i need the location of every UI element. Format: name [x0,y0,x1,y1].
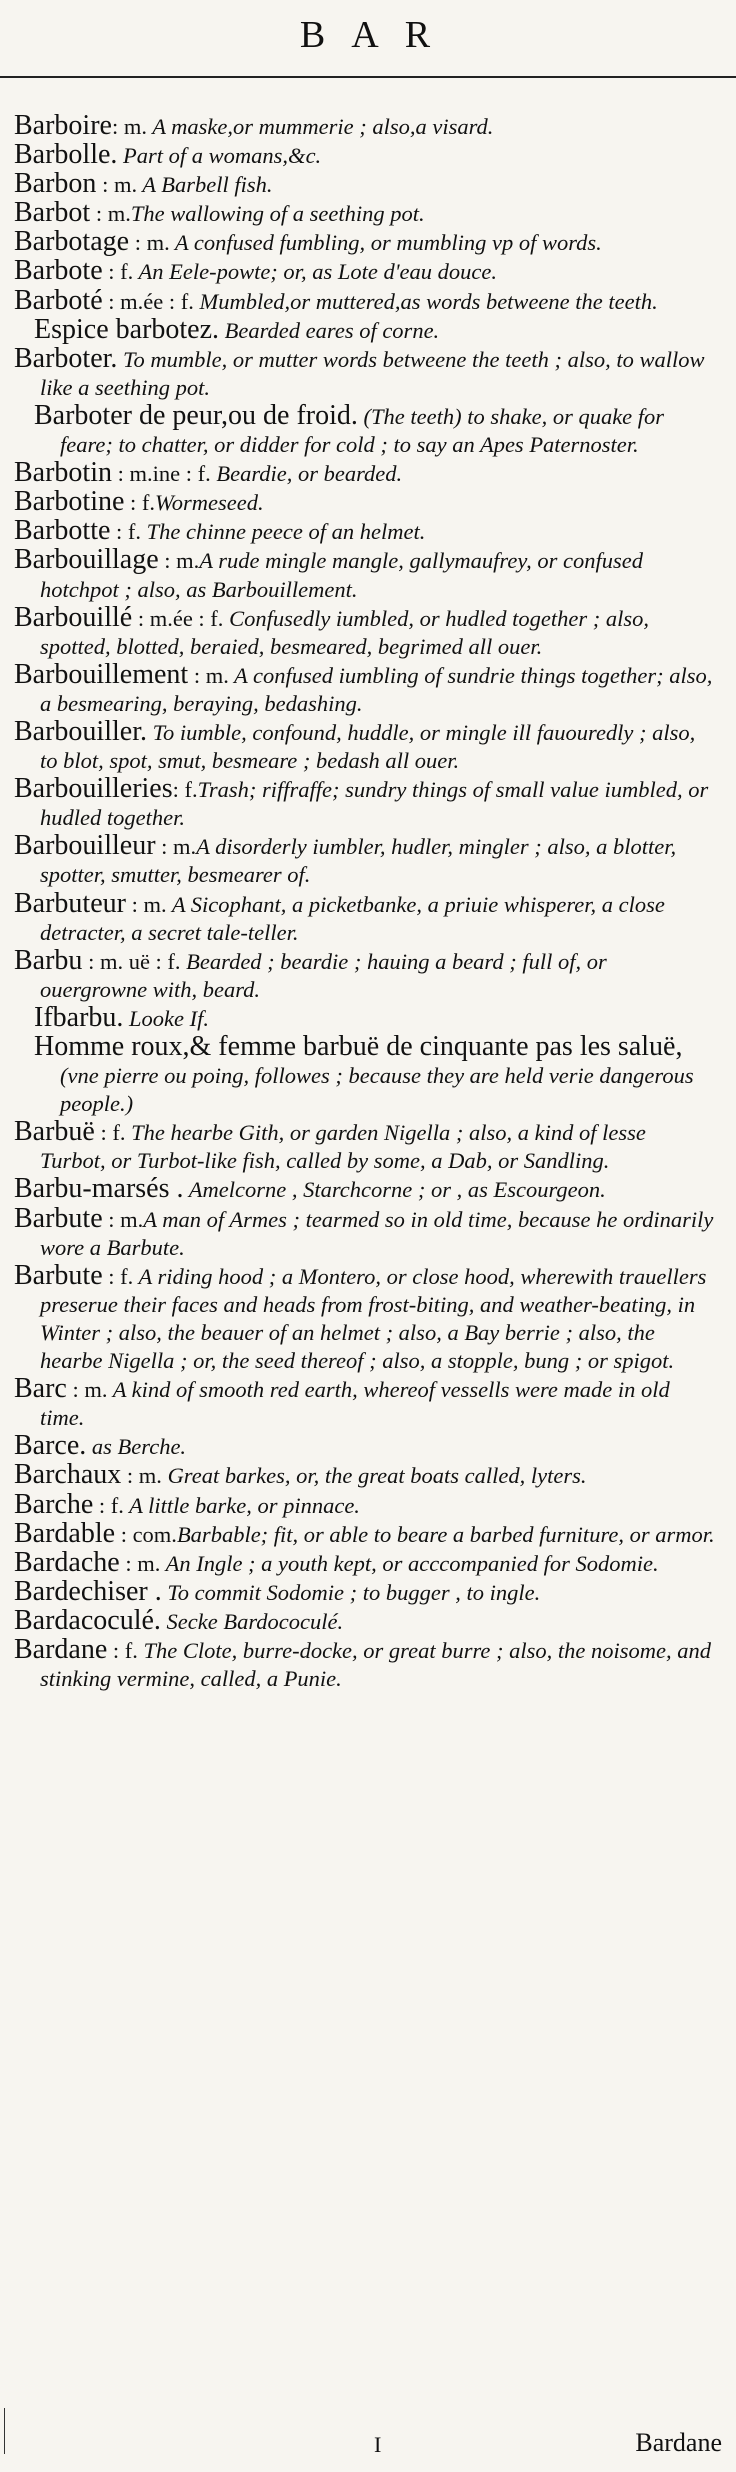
entry-definition: A Sicophant, a picketbanke, a priuie whisperer, a close detracter, a secret tale-teller. [40,891,665,945]
dictionary-entry [14,944,716,1004]
entry-headword: Barbuteur [14,887,126,919]
dictionary-entry [14,1118,716,1175]
entry-headword: Bardane [14,1633,108,1665]
entry-headword: Bardable [14,1517,116,1549]
entry-headword: Ifbarbu. [34,1001,124,1033]
entry-grammar: : f. [102,259,134,285]
entry-headword: Barboire [14,110,112,141]
dictionary-entry [14,488,716,517]
entry-headword: Barbot [14,197,91,229]
entry-grammar: : f. [93,1492,124,1518]
entry-definition: Amelcorne , Starchcorne ; or , as Escourgeon. [183,1177,606,1203]
entry-grammar: : m. [121,1463,162,1489]
entry-headword: Barbute [14,1202,103,1234]
entry-grammar: : m. uë : f. [82,948,181,974]
dictionary-entry [14,1259,716,1375]
entry-definition: A little barke, or pinnace. [123,1492,360,1518]
entry-definition: A maske,or mummerie ; also,a visard. [146,114,494,139]
entry-headword: Bardacoculé. [14,1604,161,1636]
entry-grammar: : m. [119,1550,161,1576]
entry-definition: An Eele-powte; or, as Lote d'eau douce. [133,259,497,285]
entry-grammar: : m.ée : f. [102,288,194,314]
entry-headword: Espice barbotez. [34,313,220,345]
running-head: BAR [299,14,457,56]
dictionary-entry [14,228,716,257]
dictionary-entry [14,141,716,170]
entry-definition: The Clote, burre-docke, or great burre ; also, the noisome, and stinking vermine, called, a Punie. [40,1637,711,1692]
entry-headword: Barche [14,1488,94,1520]
entry-definition: Trash; riffraffe; sundry things of small value iumbled, or hudled together. [40,777,709,831]
dictionary-entry [14,1633,716,1693]
entry-definition: (vne pierre ou poing, followes ; because they are held verie dangerous people.) [60,1063,694,1117]
entry-grammar: : m. [155,834,197,860]
entry-headword: Barbouillage [14,544,159,576]
entry-definition: The wallowing of a seething pot. [130,201,425,227]
entry-headword: Barbotine [14,486,125,518]
entry-definition: The hearbe Gith, or garden Nigella ; also, a kind of lesse Turbot, or Turbot-like fish, called by some, a Dab, or Sandling. [40,1120,646,1174]
entry-grammar: : f. [110,519,142,545]
entry-grammar: : m. [125,891,167,917]
entry-definition: Bearded eares of corne. [219,317,440,343]
dictionary-entry [14,1033,716,1118]
dictionary-entry [14,170,716,199]
dictionary-entry [14,284,716,316]
entry-headword: Barbouilleries [14,773,173,805]
entry-grammar: : m.ine : f. [112,461,211,487]
entry-definition: Barbable; fit, or able to beare a barbed furniture, or armor. [176,1521,715,1547]
entry-definition: Confusedly iumbled, or hudled together ; also, spotted, blotted, beraied, besmeared, begrimed all ouer. [40,605,650,659]
dictionary-entry [14,658,716,718]
entry-grammar: : m. [111,114,147,139]
entry-grammar: : m. [66,1377,108,1403]
entry-grammar: : f. [172,777,198,803]
entry-list [14,78,716,1693]
entry-headword: Barce. [14,1430,87,1462]
entry-definition: Secke Bardococulé. [160,1608,344,1634]
entry-grammar: : f. [124,490,156,516]
dictionary-entry [14,1604,716,1636]
entry-definition: Part of a womans,&c. [117,143,322,169]
entry-definition: To iumble, confound, huddle, or mingle ill fauouredly ; also, to blot, spot, smut, besmeare ; bedash all ouer. [40,719,696,774]
entry-definition: To mumble, or mutter words betweene the teeth ; also, to wallow like a seething pot. [40,346,705,400]
entry-headword: Bardechiser . [14,1575,162,1607]
entry-headword: Barboter de peur,ou de froid. [34,399,358,431]
entry-grammar: : m.ée : f. [132,605,224,631]
entry-headword: Barbouillement [14,658,189,690]
entry-definition: A Barbell fish. [137,172,273,198]
dictionary-entry [14,887,716,947]
catchword: Bardane [635,2428,722,2457]
page-footer [0,2422,736,2458]
dictionary-entry [14,1575,716,1607]
entry-grammar: : com. [115,1521,177,1547]
dictionary-entry [14,199,716,228]
entry-headword: Barc [14,1373,67,1405]
dictionary-entry [14,257,716,286]
entry-definition: Looke If. [123,1005,210,1031]
entry-headword: Barbute [14,1259,103,1291]
margin-rule [4,2408,5,2454]
entry-grammar: : m. [90,201,131,227]
entry-definition: A rude mingle mangle, gallymaufrey, or confused hotchpot ; also, as Barbouillement. [40,548,643,602]
entry-grammar: : m. [96,172,138,198]
dictionary-entry [14,546,716,603]
dictionary-entry [14,1461,716,1490]
entry-headword: Barchaux [14,1459,122,1491]
dictionary-entry [14,1546,716,1578]
dictionary-entry [14,1175,716,1204]
entry-headword: Barbu [14,944,83,976]
entry-headword: Barbotage [14,226,130,258]
entry-definition: A confused iumbling of sundrie things together; also, a besmearing, beraying, bedashing. [40,662,713,716]
entry-grammar: : m. [102,1206,144,1232]
entry-headword: Barboter. [14,342,118,374]
entry-grammar: : m. [129,230,170,256]
entry-grammar: : f. [102,1263,134,1289]
dictionary-entry [14,459,716,488]
dictionary-entry [14,112,716,141]
entry-headword: Barbuë [14,1116,95,1148]
dictionary-entry [14,1375,716,1432]
entry-definition: A man of Armes ; tearmed so in old time, because he ordinarily wore a Barbute. [40,1206,714,1260]
entry-definition: Beardie, or bearded. [210,461,403,487]
entry-headword: Barbotin [14,457,112,489]
entry-headword: Barbotte [14,515,111,547]
dictionary-entry [14,1001,716,1033]
entry-headword: Barbolle. [14,139,118,171]
dictionary-entry [14,832,716,889]
entry-headword: Barbouillé [14,601,133,633]
entry-definition: An Ingle ; a youth kept, or acccompanied for Sodomie. [160,1550,659,1576]
dictionary-entry [14,1202,716,1262]
dictionary-entry [14,775,716,832]
entry-definition: The chinne peece of an helmet. [141,519,426,545]
entry-grammar: : f. [94,1120,126,1146]
dictionary-entry [14,715,716,775]
entry-definition: A confused fumbling, or mumbling vp of words. [169,230,602,256]
signature-mark: I [374,2432,382,2457]
entry-headword: Barboté [14,284,103,316]
dictionary-entry [14,1432,716,1461]
dictionary-entry [14,342,716,402]
entry-definition: A kind of smooth red earth, whereof vessells were made in old time. [40,1377,670,1431]
entry-definition: To commit Sodomie ; to bugger , to ingle. [161,1579,541,1605]
entry-definition: Bearded ; beardie ; hauing a beard ; full of, or ouergrowne with, beard. [40,948,607,1002]
dictionary-entry [14,313,716,345]
entry-headword: Barbu-marsés . [14,1173,184,1205]
dictionary-entry [14,601,716,661]
entry-headword: Barbon [14,168,97,200]
entry-headword: Barbouiller. [14,715,147,747]
entry-headword: Barbote [14,255,103,287]
entry-definition: Mumbled,or muttered,as words betweene the teeth. [193,288,658,314]
entry-definition: as Berche. [86,1434,187,1460]
dictionary-entry [14,517,716,546]
entry-headword: Barbouilleur [14,830,156,862]
entry-definition: A disorderly iumbler, hudler, mingler ; also, a blotter, spotter, smutter, besmearer of. [40,834,677,888]
entry-grammar: : m. [188,662,229,688]
entry-grammar: : f. [107,1637,138,1663]
dictionary-entry [14,1488,716,1520]
entry-definition: Great barkes, or, the great boats called, lyters. [161,1463,587,1489]
entry-definition: A riding hood ; a Montero, or close hood, wherewith trauellers preserue their faces and heads from frost-biting, and weather-beating, in Winter ; also, the beauer of an helmet ; also, a Bay berrie ; also, the hearbe Nigella ; or, the seed thereof ; also, a stopple, bung ; or spigot. [40,1263,707,1374]
entry-definition: Wormeseed. [155,490,264,516]
dictionary-entry [14,399,716,459]
entry-headword: Bardache [14,1546,120,1578]
entry-grammar: : m. [158,548,200,574]
entry-headword: Homme roux,& femme barbuë de cinquante pas les saluë, [34,1031,683,1062]
entry-definition: (The teeth) to shake, or quake for feare; to chatter, or didder for cold ; to say an Apes Paternoster. [60,403,665,458]
dictionary-entry [14,1517,716,1549]
